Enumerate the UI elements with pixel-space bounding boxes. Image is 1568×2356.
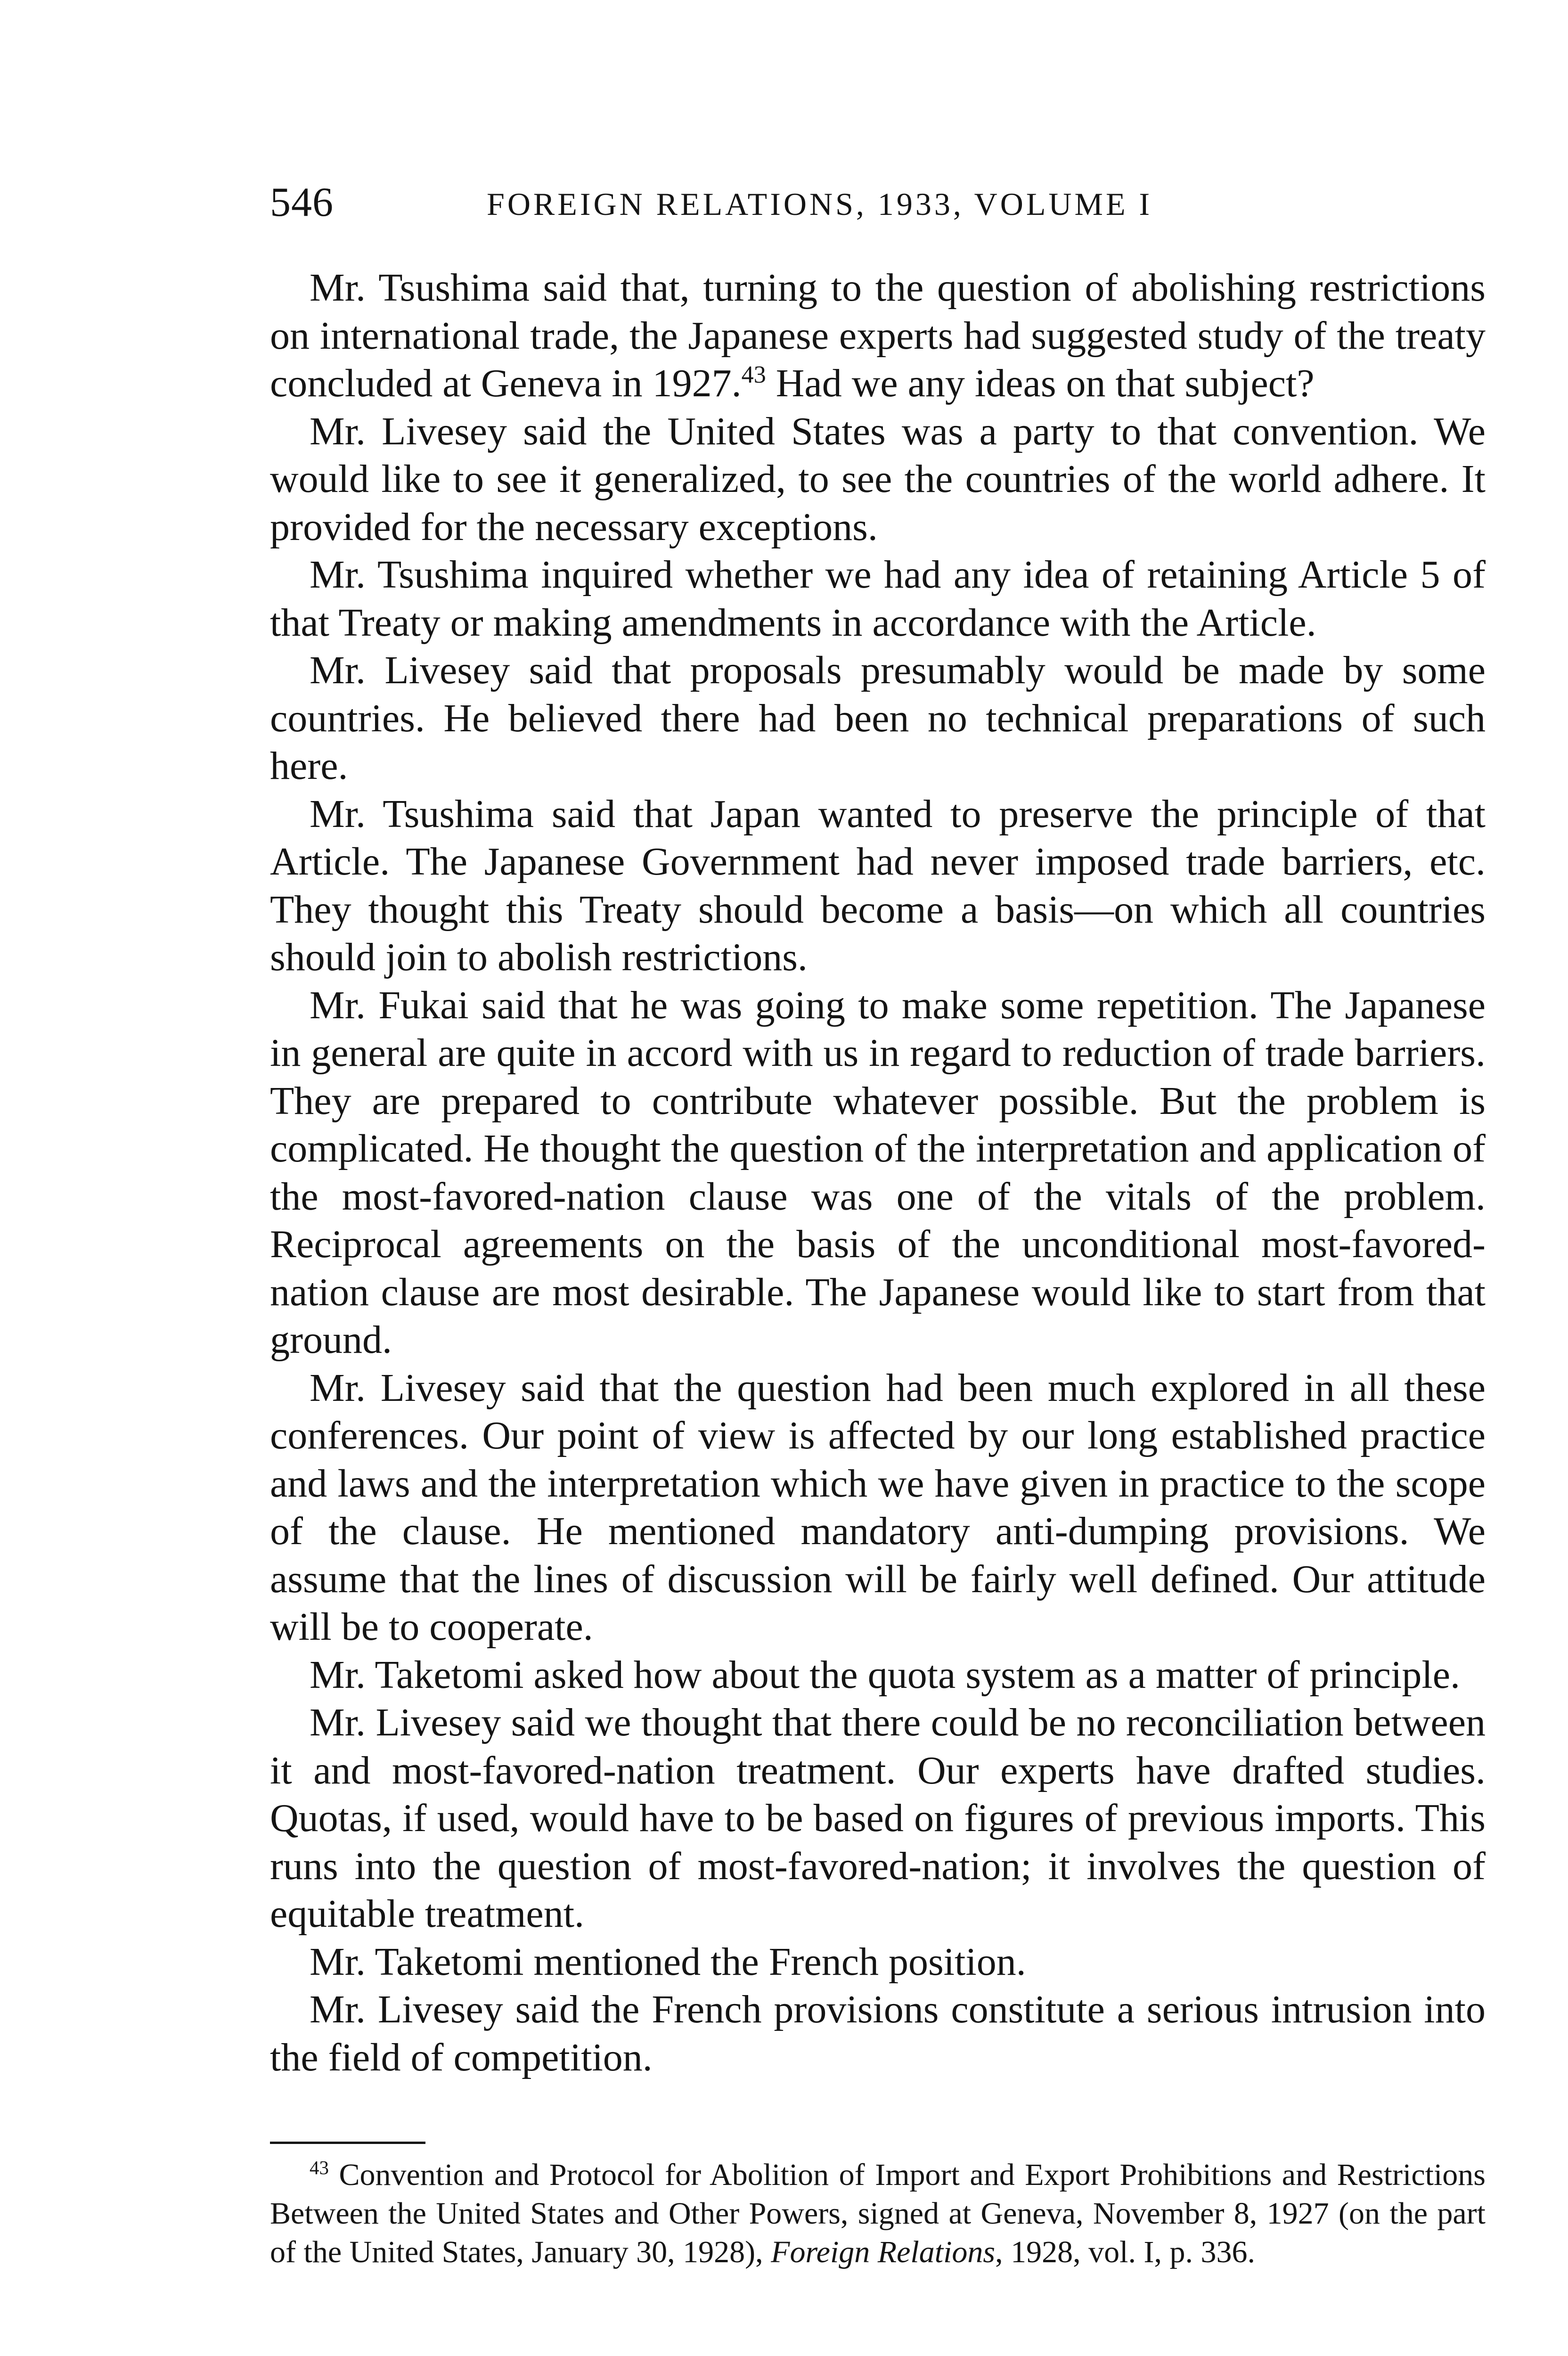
paragraph-3: Mr. Tsushima inquired whether we had any idea of retaining Article 5 of that Treaty or making amendments in accordance with the Article. bbox=[270, 553, 1486, 645]
page-number: 546 bbox=[270, 180, 334, 225]
paragraph-6: Mr. Fukai said that he was going to make some repetition. The Japanese in general are quite in accord with us in regard to reduction of trade barriers. They are prepared to contribute whatever possible. But the problem is complicated. He thought the question of the interpretation and application of the most-favored-nation clause was one of the vitals of the problem. Reciprocal agreements on the basis of the unconditional most-favored-nation clause are most desirable. The Japanese would like to start from that ground. bbox=[270, 983, 1486, 1362]
paragraph-10: Mr. Taketomi mentioned the French position. bbox=[310, 1939, 1026, 1984]
paragraph-8: Mr. Taketomi asked how about the quota system as a matter of principle. bbox=[310, 1652, 1460, 1697]
paragraph-11: Mr. Livesey said the French provisions constitute a serious intrusion into the field of competition. bbox=[270, 1988, 1486, 2079]
paragraph-1-text: Mr. Tsushima said that, turning to the question of abolishing restrictions on international trade, the Japanese experts had suggested study of the treaty concluded at Geneva in 1927. bbox=[270, 266, 1486, 405]
footnote-divider bbox=[270, 2142, 425, 2144]
body-text bbox=[270, 264, 1486, 2081]
footnote-text: Convention and Protocol for Abolition of Import and Export Prohibitions and Restrictions Between the United States and Other Powers, signed at Geneva, November 8, 1927 (on the part of the United States, January 30, 1928), bbox=[270, 2158, 1486, 2269]
footnote-text-after: , 1928, vol. I, p. 336. bbox=[995, 2235, 1255, 2269]
paragraph-1-text-after: Had we any ideas on that subject? bbox=[766, 361, 1315, 405]
footnote-italic-title: Foreign Relations bbox=[771, 2235, 996, 2269]
paragraph-5: Mr. Tsushima said that Japan wanted to preserve the principle of that Article. The Japanese Government had never imposed trade barriers, etc. They thought this Treaty should become a basis—on which all countries should join to abolish restrictions. bbox=[270, 792, 1486, 979]
footnote-reference: 43 bbox=[741, 361, 766, 388]
footnote bbox=[270, 2156, 1486, 2272]
paragraph-9: Mr. Livesey said we thought that there could be no reconciliation between it and most-favored-nation treatment. Our experts have drafted studies. Quotas, if used, would have to be based on figures of previous imports. This runs into the question of most-favored-nation; it involves the question of equitable treatment. bbox=[270, 1701, 1486, 1936]
paragraph-1 bbox=[270, 264, 1486, 408]
paragraph-7: Mr. Livesey said that the question had been much explored in all these conferences. Our point of view is affected by our long established practice and laws and the interpretation which we have given in practice to the scope of the clause. He mentioned mandatory anti-dumping provisions. We assume that the lines of discussion will be fairly well defined. Our attitude will be to cooperate. bbox=[270, 1366, 1486, 1649]
paragraph-2: Mr. Livesey said the United States was a party to that convention. We would like to see it generalized, to see the countries of the world adhere. It provided for the necessary exceptions. bbox=[270, 409, 1486, 549]
running-title: FOREIGN RELATIONS, 1933, VOLUME I bbox=[487, 186, 1153, 222]
footnote-number: 43 bbox=[310, 2157, 329, 2178]
running-head bbox=[270, 177, 1486, 229]
paragraph-4: Mr. Livesey said that proposals presumably would be made by some countries. He believed there had been no technical preparations of such here. bbox=[270, 648, 1486, 788]
